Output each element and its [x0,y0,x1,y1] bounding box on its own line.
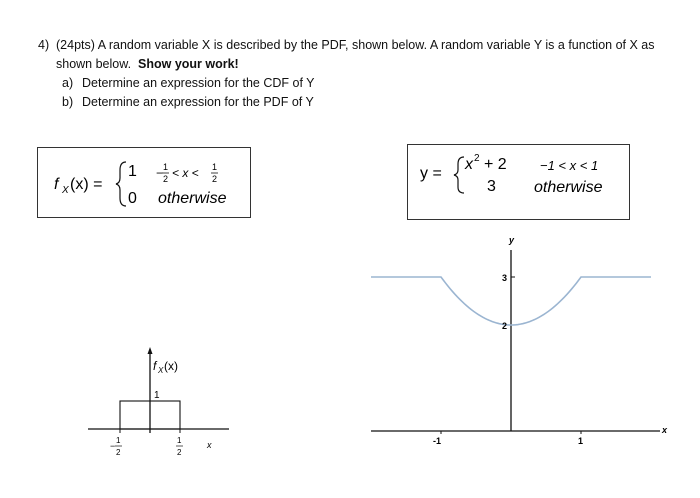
part-a-text: Determine an expression for the CDF of Y [82,76,315,90]
pdf-case1-minus: − [156,166,164,180]
pdf-case2-value: 0 [128,190,137,207]
pdf-ylabel-arg: (x) [164,359,178,373]
pdf-tick-right-num: 1 [177,436,182,445]
problem-text-2: shown below. [56,57,132,71]
pdf-height-label: 1 [154,390,160,401]
pdf-frac-den-1: 2 [163,174,169,184]
y-tick-1-label: 1 [578,436,584,446]
pdf-frac-den-2: 2 [212,174,218,184]
y-axis-label: y [509,235,515,245]
part-a-tag: a) [62,76,74,90]
pdf-lhs-f: f [54,176,59,193]
y-case1-exp: 2 [474,153,480,164]
pdf-xlabel: x [207,440,212,450]
y-tick-2-label: 2 [502,321,508,331]
problem-number: 4) [38,38,50,52]
pdf-tick-left-den: 2 [116,448,121,457]
pdf-tick-right-den: 2 [177,448,182,457]
pdf-ylabel-sub: X [158,366,164,375]
pdf-tick-left-sign: − [110,441,116,451]
y-lhs: y = [420,165,442,182]
y-case2-value: 3 [487,178,496,195]
pdf-case2-cond: otherwise [158,190,227,207]
y-x-axis-label: x [662,425,668,435]
part-b-text: Determine an expression for the PDF of Y [82,95,314,109]
pdf-case1-cond: < x < [172,166,199,180]
y-tick-neg1-label: -1 [433,436,442,446]
pdf-tick-left-num: 1 [116,436,121,445]
part-b-tag: b) [62,95,74,109]
pdf-frac-num-2: 1 [212,162,218,172]
pdf-ylabel-f: f [153,359,157,373]
y-case1-rest: + 2 [484,156,507,173]
y-tick-3-label: 3 [502,273,508,283]
problem-text-1: A random variable X is described by the PDF, shown below. A random variable Y is a function of X as [97,38,655,52]
pdf-case1-value: 1 [128,163,137,180]
problem-points: (24pts) [56,38,95,52]
y-case1-var: x [465,156,473,173]
pdf-frac-num-1: 1 [163,162,169,172]
problem-emphasis: Show your work! [138,57,239,71]
y-case1-cond: −1 < x < 1 [540,158,599,173]
pdf-lhs-sub: X [62,185,69,196]
y-case2-cond: otherwise [534,179,603,196]
pdf-lhs-arg: (x) = [70,176,103,193]
